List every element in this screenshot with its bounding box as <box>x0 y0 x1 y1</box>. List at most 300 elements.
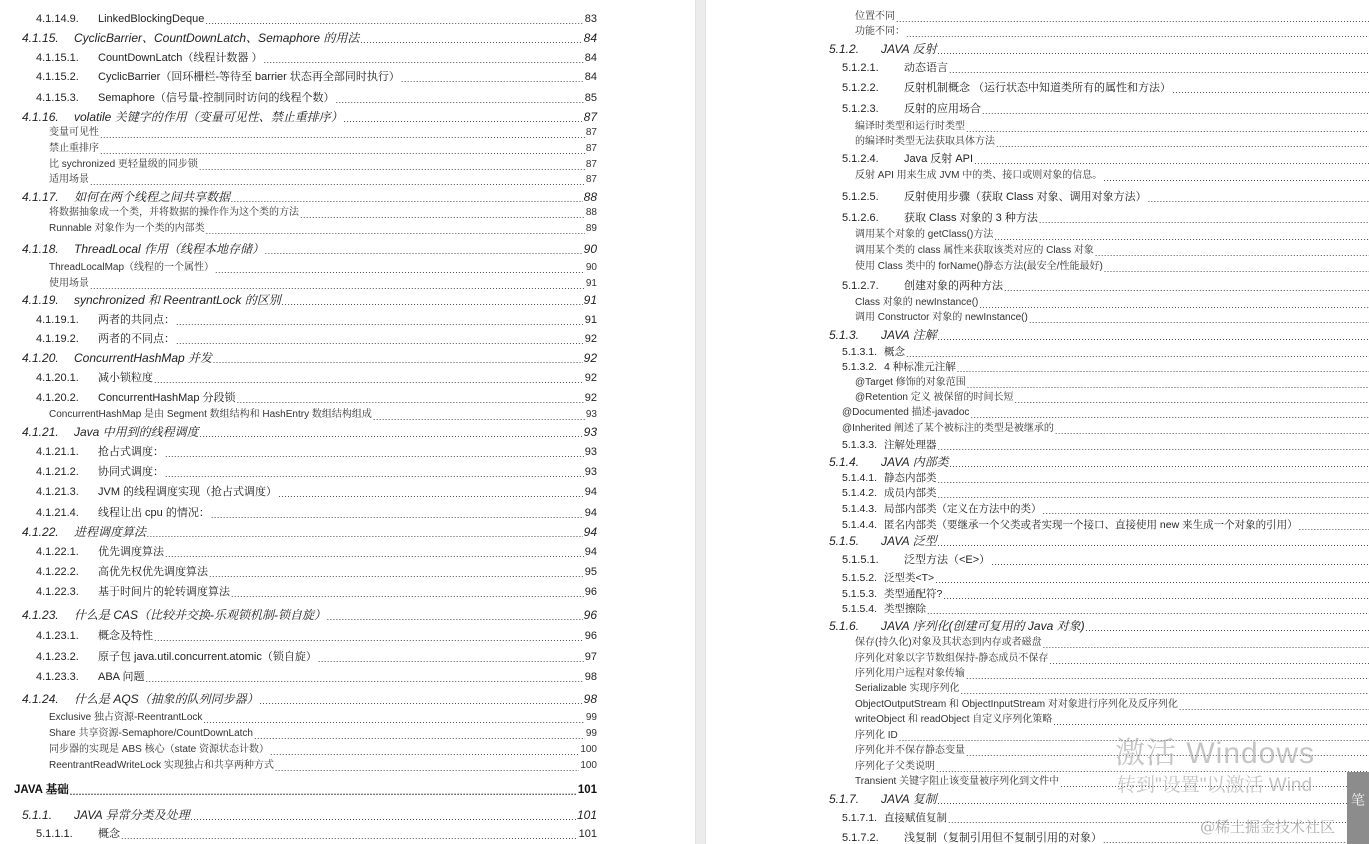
toc-entry[interactable] <box>49 172 597 188</box>
toc-entry-title: Semaphore（信号量-控制同时访问的线程个数） <box>98 92 335 104</box>
toc-dot-leader <box>165 548 584 560</box>
toc-entry-page-number: 87 <box>585 143 597 154</box>
toc-entry-number: 4.1.22. <box>22 525 59 539</box>
windows-activation-watermark-subtitle: 转到"设置"以激活 Wind <box>1117 775 1313 796</box>
toc-entry[interactable] <box>829 327 1369 343</box>
toc-entry[interactable] <box>842 601 1369 617</box>
toc-entry[interactable] <box>829 533 1369 549</box>
toc-entry-page-number: 96 <box>584 586 597 598</box>
toc-entry-title: @Documented 描述-javadoc <box>842 407 970 418</box>
toc-entry-title: 匿名内部类（要继承一个父类或者实现一个接口、直接使用 new 来生成一个对象的引用） <box>884 519 1298 531</box>
toc-entry-title: Serializable 实现序列化 <box>855 683 960 694</box>
toc-entry-page-number: 100 <box>580 744 597 755</box>
toc-entry-number: 5.1.1. <box>22 808 53 822</box>
toc-entry[interactable] <box>855 635 1369 651</box>
toc-entry-page-number: 91 <box>585 278 597 289</box>
toc-dot-leader <box>1299 521 1369 533</box>
toc-entry-number: 4.1.18. <box>22 242 59 256</box>
toc-entry-number: 5.1.7.2. <box>842 832 879 844</box>
toc-entry-number: 5.1.2.2. <box>842 82 879 94</box>
toc-dot-leader <box>260 695 583 707</box>
toc-entry-number: 5.1.1.1. <box>36 828 73 840</box>
toc-dot-leader <box>100 145 585 157</box>
toc-entry[interactable] <box>842 151 1369 167</box>
toc-entry[interactable] <box>36 484 597 500</box>
toc-entry-title: 基于时间片的轮转调度算法 <box>98 586 230 598</box>
toc-entry-title: Java 反射 API <box>904 153 974 165</box>
toc-entry-title: JAVA 泛型 <box>881 534 937 548</box>
toc-dot-leader <box>1148 193 1369 205</box>
toc-dot-leader <box>231 193 583 205</box>
toc-entry-title: synchronized 和 ReentrantLock 的区别 <box>74 293 281 307</box>
toc-dot-leader <box>1086 622 1369 634</box>
toc-entry[interactable] <box>22 30 597 46</box>
toc-entry-number: 4.1.17. <box>22 190 59 204</box>
toc-page-right <box>706 0 1369 844</box>
side-notes-tab[interactable]: 笔 <box>1347 772 1369 844</box>
toc-entry[interactable] <box>842 189 1369 205</box>
toc-entry-title: JAVA 异常分类及处理 <box>74 808 190 822</box>
toc-entry[interactable] <box>842 485 1369 501</box>
toc-entry[interactable] <box>842 278 1369 294</box>
toc-entry-number: 5.1.4.1. <box>842 472 878 484</box>
toc-entry[interactable] <box>842 60 1369 76</box>
toc-entry[interactable] <box>842 552 1369 568</box>
toc-entry-page-number: 99 <box>585 728 597 739</box>
toc-dot-leader <box>145 673 583 685</box>
toc-dot-leader <box>70 786 577 798</box>
toc-entry-number: 4.1.20.2. <box>36 392 79 404</box>
toc-entry-number: 4.1.21.1. <box>36 446 79 458</box>
toc-entry-title: 什么是 CAS（比较并交换-乐观锁机制-锁自旋） <box>74 608 327 622</box>
toc-dot-leader <box>336 94 584 106</box>
toc-entry[interactable] <box>855 168 1369 184</box>
toc-dot-leader <box>935 574 1369 586</box>
toc-entry-number: 4.1.21. <box>22 425 59 439</box>
toc-entry[interactable] <box>842 80 1369 96</box>
toc-entry-title: 比 sychronized 更轻量级的同步锁 <box>49 159 198 170</box>
toc-entry[interactable] <box>36 564 597 580</box>
toc-entry-title: 泛型类<T> <box>884 572 935 584</box>
toc-entry-title: ConcurrentHashMap 分段锁 <box>98 392 236 404</box>
toc-entry[interactable] <box>22 607 597 623</box>
toc-dot-leader <box>215 264 585 276</box>
toc-entry[interactable] <box>22 691 597 707</box>
toc-entry[interactable] <box>36 649 597 665</box>
toc-dot-leader <box>237 394 584 406</box>
toc-entry[interactable] <box>49 125 597 141</box>
toc-entry-title: 进程调度算法 <box>74 525 147 539</box>
toc-dot-leader <box>90 176 585 188</box>
toc-dot-leader <box>90 280 585 292</box>
windows-activation-watermark-title: 激活 Windows <box>1115 737 1316 770</box>
toc-entry-title: 概念 <box>884 346 905 358</box>
toc-entry-page-number: 90 <box>583 242 597 256</box>
toc-entry[interactable] <box>36 370 597 386</box>
toc-dot-leader <box>1172 84 1369 96</box>
toc-entry-title: 线程让出 cpu 的情况： <box>98 507 210 519</box>
toc-entry-title: writeObject 和 readObject 自定义序列化策略 <box>855 714 1053 725</box>
toc-entry-page-number: 84 <box>583 31 597 45</box>
toc-entry-number: 5.1.5.2. <box>842 572 878 584</box>
toc-entry-page-number: 87 <box>583 110 597 124</box>
toc-dot-leader <box>263 54 583 66</box>
toc-entry[interactable] <box>855 375 1369 391</box>
toc-dot-leader <box>1029 314 1369 326</box>
toc-dot-leader <box>1095 247 1369 259</box>
toc-dot-leader <box>1004 282 1369 294</box>
toc-entry-title: 成员内部类 <box>884 487 937 499</box>
toc-entry-number: 5.1.5.3. <box>842 588 878 600</box>
toc-entry[interactable] <box>49 221 597 237</box>
site-watermark: @稀土掘金技术社区 <box>1200 818 1336 836</box>
toc-entry[interactable] <box>49 141 597 157</box>
toc-entry-title: @Target 修饰的对象范围 <box>855 377 966 388</box>
toc-entry-title: 注解处理器 <box>884 439 937 451</box>
toc-dot-leader <box>949 64 1369 76</box>
toc-entry-page-number: 96 <box>583 608 597 622</box>
toc-entry-title: JAVA 序列化(创建可复用的 Java 对象) <box>881 619 1085 633</box>
toc-entry[interactable] <box>842 437 1369 453</box>
toc-entry[interactable] <box>22 241 597 257</box>
toc-dot-leader <box>191 811 576 823</box>
toc-entry-number: 5.1.3. <box>829 328 860 342</box>
toc-entry[interactable] <box>855 697 1369 713</box>
toc-entry[interactable] <box>36 669 597 685</box>
toc-entry-page-number: 94 <box>584 546 597 558</box>
toc-entry[interactable] <box>0 782 597 798</box>
toc-dot-leader <box>344 113 583 125</box>
toc-entry[interactable] <box>36 11 597 27</box>
toc-entry-page-number: 84 <box>584 52 597 64</box>
toc-entry[interactable] <box>36 331 597 347</box>
toc-entry-number: 5.1.2.4. <box>842 153 879 165</box>
toc-dot-leader <box>1053 716 1369 728</box>
toc-entry[interactable] <box>855 651 1369 667</box>
toc-entry-page-number: 87 <box>585 127 597 138</box>
toc-entry[interactable] <box>842 517 1369 533</box>
toc-entry-title: 的编译时类型无法获取具体方法 <box>855 136 995 147</box>
toc-entry-number: 4.1.20. <box>22 351 59 365</box>
toc-entry-title: 将数据抽象成一个类，并将数据的操作作为这个类的方法 <box>49 207 299 218</box>
toc-dot-leader <box>960 685 1369 697</box>
toc-entry-title: Class 对象的 newInstance() <box>855 297 979 308</box>
toc-entry[interactable] <box>842 359 1369 375</box>
toc-entry-title: 序列化用户远程对象传输 <box>855 668 965 679</box>
toc-dot-leader <box>994 231 1369 243</box>
toc-entry-title: 获取 Class 对象的 3 种方法 <box>904 212 1038 224</box>
toc-entry[interactable] <box>22 524 597 540</box>
toc-entry-number: 4.1.22.2. <box>36 566 79 578</box>
toc-entry[interactable] <box>829 618 1369 634</box>
toc-dot-leader <box>373 411 585 423</box>
toc-entry-number: 5.1.7.1. <box>842 812 878 824</box>
toc-dot-leader <box>974 155 1369 167</box>
toc-entry[interactable] <box>22 189 597 205</box>
toc-entry[interactable] <box>36 69 597 85</box>
toc-entry[interactable] <box>36 312 597 328</box>
toc-entry-page-number: 83 <box>584 13 597 25</box>
toc-entry-page-number: 92 <box>583 351 597 365</box>
toc-entry-title: 调用某个对象的 getClass()方法 <box>855 229 994 240</box>
toc-entry-number: 4.1.16. <box>22 110 59 124</box>
toc-entry-title: 适用场景 <box>49 174 89 185</box>
toc-entry-title: CyclicBarrier、CountDownLatch、Semaphore 的用法 <box>74 31 360 45</box>
toc-dot-leader <box>360 34 582 46</box>
toc-entry-title: 调用某个类的 class 属性来获取该类对应的 Class 对象 <box>855 245 1094 256</box>
toc-entry-page-number: 90 <box>585 262 597 273</box>
toc-entry-number: 4.1.15.2. <box>36 71 79 83</box>
toc-entry-page-number: 101 <box>578 828 597 840</box>
toc-dot-leader <box>401 73 584 85</box>
toc-entry[interactable] <box>855 310 1369 326</box>
toc-entry-page-number: 100 <box>580 760 597 771</box>
toc-entry[interactable] <box>829 454 1369 470</box>
toc-entry-title: 局部内部类（定义在方法中的类） <box>884 503 1042 515</box>
toc-entry[interactable] <box>49 726 597 742</box>
toc-entry[interactable] <box>36 826 597 842</box>
toc-dot-leader <box>278 488 584 500</box>
toc-entry-number: 4.1.21.3. <box>36 486 79 498</box>
toc-entry[interactable] <box>36 50 597 66</box>
toc-entry[interactable] <box>842 470 1369 486</box>
toc-entry[interactable] <box>842 586 1369 602</box>
toc-dot-leader <box>203 714 584 726</box>
toc-entry-title: 减小锁粒度 <box>98 372 153 384</box>
toc-entry[interactable] <box>36 390 597 406</box>
toc-entry-page-number: 98 <box>584 671 597 683</box>
toc-entry-title: JAVA 注解 <box>881 328 937 342</box>
toc-entry-title: 同步器的实现是 ABS 核心（state 资源状态计数） <box>49 744 270 755</box>
toc-entry-title: 使用 Class 类中的 forName()静态方法(最安全/性能最好) <box>855 261 1103 272</box>
toc-entry-title: 直接赋值复制 <box>884 812 947 824</box>
toc-entry-title: CyclicBarrier（回环栅栏-等待至 barrier 状态再全部同时执行） <box>98 71 400 83</box>
toc-entry-title: 如何在两个线程之间共享数据 <box>74 190 231 204</box>
toc-dot-leader <box>300 209 585 221</box>
toc-entry[interactable] <box>842 101 1369 117</box>
toc-entry[interactable] <box>36 505 597 521</box>
toc-entry-page-number: 99 <box>585 712 597 723</box>
toc-entry[interactable] <box>36 544 597 560</box>
toc-entry[interactable] <box>842 210 1369 226</box>
toc-entry[interactable] <box>22 109 597 125</box>
toc-dot-leader <box>938 331 1369 343</box>
toc-entry-number: 4.1.23.2. <box>36 651 79 663</box>
toc-entry-title: ObjectOutputStream 和 ObjectInputStream 对对象进行序列化及反序列化 <box>855 699 1178 710</box>
toc-entry-page-number: 84 <box>584 71 597 83</box>
toc-entry[interactable] <box>855 295 1369 311</box>
toc-dot-leader <box>982 105 1369 117</box>
toc-entry-number: 4.1.19.2. <box>36 333 79 345</box>
toc-entry[interactable] <box>22 807 597 823</box>
toc-entry-title: ThreadLocal 作用（线程本地存储） <box>74 242 265 256</box>
toc-dot-leader <box>213 354 583 366</box>
toc-entry[interactable] <box>22 292 597 308</box>
toc-entry-page-number: 93 <box>585 409 597 420</box>
toc-entry-page-number: 97 <box>584 651 597 663</box>
page-separator <box>695 0 706 844</box>
toc-entry-title: 协同式调度： <box>98 466 164 478</box>
toc-entry-number: 5.1.4.3. <box>842 503 878 515</box>
toc-entry-title: 泛型方法（<E>） <box>904 554 991 566</box>
toc-dot-leader <box>938 537 1369 549</box>
toc-entry[interactable] <box>842 405 1369 421</box>
toc-dot-leader <box>1055 425 1369 437</box>
toc-entry-number: 4.1.20.1. <box>36 372 79 384</box>
toc-entry-title: JAVA 基础 <box>14 784 69 796</box>
toc-entry-number: 5.1.3.3. <box>842 439 878 451</box>
toc-entry-page-number: 96 <box>584 630 597 642</box>
toc-dot-leader <box>200 428 583 440</box>
toc-entry-number: 4.1.24. <box>22 692 59 706</box>
toc-entry[interactable] <box>829 41 1369 57</box>
toc-entry[interactable] <box>49 407 597 423</box>
toc-entry-title: 类型擦除 <box>884 603 926 615</box>
toc-entry[interactable] <box>49 157 597 173</box>
toc-dot-leader <box>275 762 579 774</box>
toc-entry-title: 浅复制（复制引用但不复制引用的对象） <box>904 832 1102 844</box>
toc-dot-leader <box>121 830 578 842</box>
toc-entry-title: 动态语言 <box>904 62 948 74</box>
toc-entry[interactable] <box>855 681 1369 697</box>
toc-entry[interactable] <box>36 444 597 460</box>
toc-entry-number: 4.1.22.3. <box>36 586 79 598</box>
toc-dot-leader <box>950 458 1369 470</box>
toc-entry-page-number: 87 <box>585 159 597 170</box>
toc-dot-leader <box>1043 639 1369 651</box>
toc-entry-number: 5.1.2.5. <box>842 191 879 203</box>
toc-entry-page-number: 95 <box>584 566 597 578</box>
toc-entry-number: 5.1.4.2. <box>842 487 878 499</box>
toc-entry-title: 反射机制概念 （运行状态中知道类所有的属性和方法） <box>904 82 1172 94</box>
toc-entry-title: Transient 关键字阻止该变量被序列化到文件中 <box>855 776 1060 787</box>
toc-entry[interactable] <box>49 276 597 292</box>
toc-entry-page-number: 94 <box>583 525 597 539</box>
toc-entry-title: Exclusive 独占资源-ReentrantLock <box>49 712 203 723</box>
toc-entry-title: 优先调度算法 <box>98 546 164 558</box>
toc-entry[interactable] <box>36 584 597 600</box>
toc-entry[interactable] <box>855 9 1369 25</box>
toc-entry-number: 5.1.2.1. <box>842 62 879 74</box>
toc-entry[interactable] <box>855 712 1369 728</box>
toc-entry[interactable] <box>36 90 597 106</box>
toc-entry[interactable] <box>842 344 1369 360</box>
toc-entry-number: 4.1.23.3. <box>36 671 79 683</box>
toc-entry[interactable] <box>49 758 597 774</box>
toc-entry[interactable] <box>22 350 597 366</box>
toc-entry-title: Java 中用到的线程调度 <box>74 425 199 439</box>
toc-entry-title: 什么是 AQS（抽象的队列同步器） <box>74 692 259 706</box>
toc-entry-page-number: 93 <box>584 446 597 458</box>
toc-entry-title: ConcurrentHashMap 是由 Segment 数组结构和 HashEntry 数组结构组成 <box>49 409 372 420</box>
toc-entry-title: JVM 的线程调度实现（抢占式调度） <box>98 486 278 498</box>
toc-entry-title: 原子包 java.util.concurrent.atomic（锁自旋） <box>98 651 317 663</box>
toc-dot-leader <box>938 441 1369 453</box>
toc-dot-leader <box>165 468 584 480</box>
toc-entry[interactable] <box>855 24 1369 40</box>
toc-entry-title: JAVA 内部类 <box>881 455 949 469</box>
toc-entry[interactable] <box>49 710 597 726</box>
toc-dot-leader <box>176 335 584 347</box>
toc-entry-title: 两者的共同点： <box>98 314 175 326</box>
toc-entry-number: 5.1.2.3. <box>842 103 879 115</box>
toc-entry-page-number: 94 <box>584 507 597 519</box>
toc-dot-leader <box>154 374 584 386</box>
toc-dot-leader <box>231 588 584 600</box>
toc-entry-number: 5.1.6. <box>829 619 860 633</box>
toc-entry[interactable] <box>855 243 1369 259</box>
toc-entry-title: 反射使用步骤（获取 Class 对象、调用对象方法） <box>904 191 1147 203</box>
toc-dot-leader <box>938 489 1369 501</box>
toc-entry-title: @Inherited 阐述了某个被标注的类型是被继承的 <box>842 423 1054 434</box>
toc-dot-leader <box>957 363 1369 375</box>
toc-entry-page-number: 91 <box>584 314 597 326</box>
toc-entry-number: 5.1.2.7. <box>842 280 879 292</box>
toc-dot-leader <box>254 730 585 742</box>
toc-entry-page-number: 85 <box>584 92 597 104</box>
toc-entry-page-number: 88 <box>583 190 597 204</box>
toc-dot-leader <box>176 316 584 328</box>
toc-dot-leader <box>991 556 1369 568</box>
toc-dot-leader <box>165 448 584 460</box>
toc-dot-leader <box>100 129 585 141</box>
toc-entry-number: 5.1.2.6. <box>842 212 879 224</box>
toc-entry-title: JAVA 反射 <box>881 42 937 56</box>
toc-entry-number: 5.1.4. <box>829 455 860 469</box>
toc-entry[interactable] <box>36 464 597 480</box>
toc-entry-page-number: 94 <box>584 486 597 498</box>
toc-dot-leader <box>927 605 1369 617</box>
toc-entry[interactable] <box>855 134 1369 150</box>
toc-entry-page-number: 92 <box>584 392 597 404</box>
toc-entry[interactable] <box>49 742 597 758</box>
toc-entry-number: 5.1.3.2. <box>842 361 878 373</box>
toc-entry-title: 静态内部类 <box>884 472 937 484</box>
toc-entry-title: 编译时类型和运行时类型 <box>855 121 965 132</box>
toc-dot-leader <box>1103 172 1369 184</box>
toc-entry[interactable] <box>49 205 597 221</box>
toc-entry[interactable] <box>855 259 1369 275</box>
toc-dot-leader <box>154 632 584 644</box>
toc-entry-title: 高优先权优先调度算法 <box>98 566 208 578</box>
toc-entry-title: Runnable 对象作为一个类的内部类 <box>49 223 205 234</box>
toc-entry[interactable] <box>855 227 1369 243</box>
toc-entry[interactable] <box>855 666 1369 682</box>
toc-entry[interactable] <box>842 501 1369 517</box>
toc-entry-page-number: 92 <box>584 372 597 384</box>
toc-entry[interactable] <box>842 421 1369 437</box>
toc-entry[interactable] <box>36 628 597 644</box>
toc-entry[interactable] <box>855 390 1369 406</box>
toc-entry-number: 4.1.21.4. <box>36 507 79 519</box>
toc-entry-title: ConcurrentHashMap 并发 <box>74 351 213 365</box>
toc-entry-number <box>0 782 14 798</box>
toc-entry-title: 反射的应用场合 <box>904 103 981 115</box>
toc-entry-number: 4.1.15.3. <box>36 92 79 104</box>
toc-entry-title: ABA 问题 <box>98 671 145 683</box>
toc-entry-number: 5.1.5.4. <box>842 603 878 615</box>
toc-entry[interactable] <box>855 119 1369 135</box>
toc-entry-page-number: 92 <box>584 333 597 345</box>
toc-entry[interactable] <box>22 424 597 440</box>
toc-entry[interactable] <box>49 260 597 276</box>
toc-entry-page-number: 101 <box>576 808 597 822</box>
toc-entry-title: 抢占式调度： <box>98 446 164 458</box>
toc-dot-leader <box>327 611 583 623</box>
toc-entry-page-number: 93 <box>583 425 597 439</box>
toc-entry[interactable] <box>842 570 1369 586</box>
toc-entry-page-number: 91 <box>583 293 597 307</box>
